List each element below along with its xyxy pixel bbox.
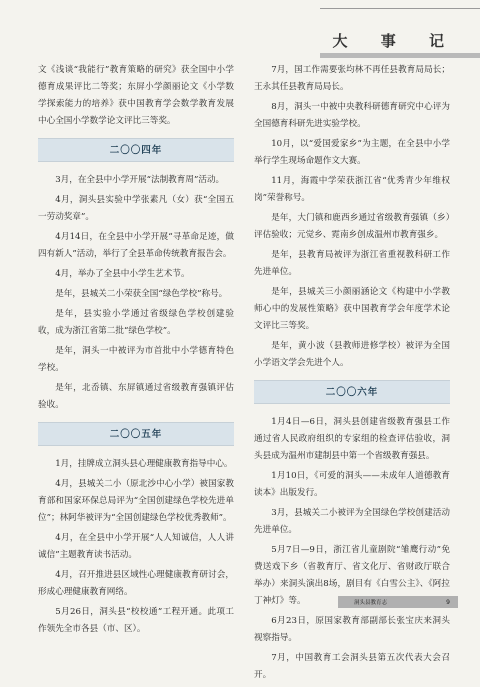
event-entry: 4月，举办了全县中小学生艺术节。	[55, 269, 190, 279]
event-entry: 3月，县城关二小被评为全国绿色学校创建活动先进单位。	[254, 508, 450, 535]
event-entry: 1月10日，《可爱的洞头——未成年人道德教育读本》出版发行。	[254, 471, 450, 498]
event-entry: 11月，海霞中学荣获浙江省“优秀青少年维权岗”荣誉称号。	[254, 176, 450, 203]
event-entry: 是年，县实验小学通过省级绿色学校创建验收，成为浙江省第二批“绿色学校”。	[38, 309, 234, 336]
event-entry: 是年，北岙镇、东屏镇通过省级教育强镇评估验收。	[38, 383, 234, 410]
year-banner-2004	[38, 138, 234, 162]
event-entry: 1月，挂牌成立洞头县心理健康教育指导中心。	[55, 459, 233, 469]
event-entry: 4月14日，在全县中小学开展“寻革命足迹，做四有新人”活动，举行了全县革命传统教育报告会。	[38, 232, 234, 259]
publication-name: 洞头县教育志	[354, 600, 388, 606]
event-entry: 1月4日—6日，洞头县创建省级教育强县工作通过省人民政府组织的专家组的检查评估验收，洞头县成为温州市建制县中第一个省级教育强县。	[254, 417, 450, 461]
event-entry: 是年，县教育局被评为浙江省重视教科研工作先进单位。	[254, 250, 450, 277]
right-column	[254, 62, 450, 687]
page-header	[320, 8, 480, 60]
event-entry: 8月，洞头一中被中央教科研德育研究中心评为全国德育科研先进实验学校。	[254, 102, 450, 129]
event-entry: 5月26日，洞头县“校校通”工程开通。此项工作领先全市各县（市、区）。	[38, 607, 234, 634]
year-heading: 二〇〇四年	[109, 144, 163, 156]
event-entry: 4月，县城关二小（原北沙中心小学）被国家教育部和国家环保总局评为“全国创建绿色学校先进单位”；林阿华被评为“全国创建绿色学校优秀教师”。	[38, 479, 234, 523]
event-entry: 是年，洞头一中被评为市首批中小学德育特色学校。	[38, 346, 234, 373]
event-entry: 是年，大门镇和鹿西乡通过省级教育强镇（乡）评估验收；元觉乡、霓南乡创成温州市教育强乡。	[254, 213, 450, 240]
event-entry: 7月，国工作需要张均林不再任县教育局局长；王永其任县教育局局长。	[254, 65, 450, 92]
event-entry: 5月7日—9日，浙江省儿童剧院“雏鹰行动”免费送戏下乡（省教育厅、省文化厅、省财政厅联合举办）来洞头演出8场，剧目有《白雪公主》、《阿拉丁神灯》等。	[254, 545, 450, 606]
event-entry: 是年，县城关三小颜丽涵论文《构建中小学教师心中的发展性策略》获中国教育学会年度学术论文评比三等奖。	[254, 287, 450, 331]
year-banner-2005	[38, 422, 234, 446]
year-heading: 二〇〇五年	[109, 428, 163, 440]
event-entry: 4月，在全县中小学开展“人人知诚信，人人讲诚信”主题教育读书活动。	[38, 533, 234, 560]
left-column	[38, 62, 234, 641]
year-heading: 二〇〇六年	[325, 386, 379, 398]
page-footer	[338, 596, 458, 608]
event-entry: 6月23日，原国家教育部副部长张宝庆来洞头视察指导。	[254, 616, 450, 643]
intro-paragraph: 文《浅谈“我能行”教育策略的研究》获全国中小学德育成果评比二等奖；东屏小学颜丽论文《小学数学探索能力的培养》获中国教育学会数学教育发展中心全国小学数学论文评比三等奖。	[38, 65, 234, 126]
page-number: 9	[446, 598, 450, 606]
section-title: 大 事 记	[332, 32, 458, 50]
event-entry: 7月，中国教育工会洞头县第五次代表大会召开。	[254, 653, 450, 680]
header-bar	[320, 53, 480, 58]
event-entry: 4月，召开推进县区域性心理健康教育研讨会，形成心理健康教育网络。	[38, 570, 234, 597]
event-entry: 10月，以“爱国爱家乡”为主题，在全县中小学举行学生现场命题作文大赛。	[254, 139, 450, 166]
year-banner-2006	[254, 380, 450, 404]
event-entry: 4月，洞头县实验中学张素凡（女）获“全国五一劳动奖章”。	[38, 195, 234, 222]
event-entry: 是年，黄小波（县教师进修学校）被评为全国小学语文学会先进个人。	[254, 341, 450, 368]
event-entry: 3月，在全县中小学开展“法制教育周”活动。	[55, 175, 225, 185]
event-entry: 是年，县城关二小荣获全国“绿色学校”称号。	[55, 289, 228, 299]
header-rule	[320, 8, 480, 9]
